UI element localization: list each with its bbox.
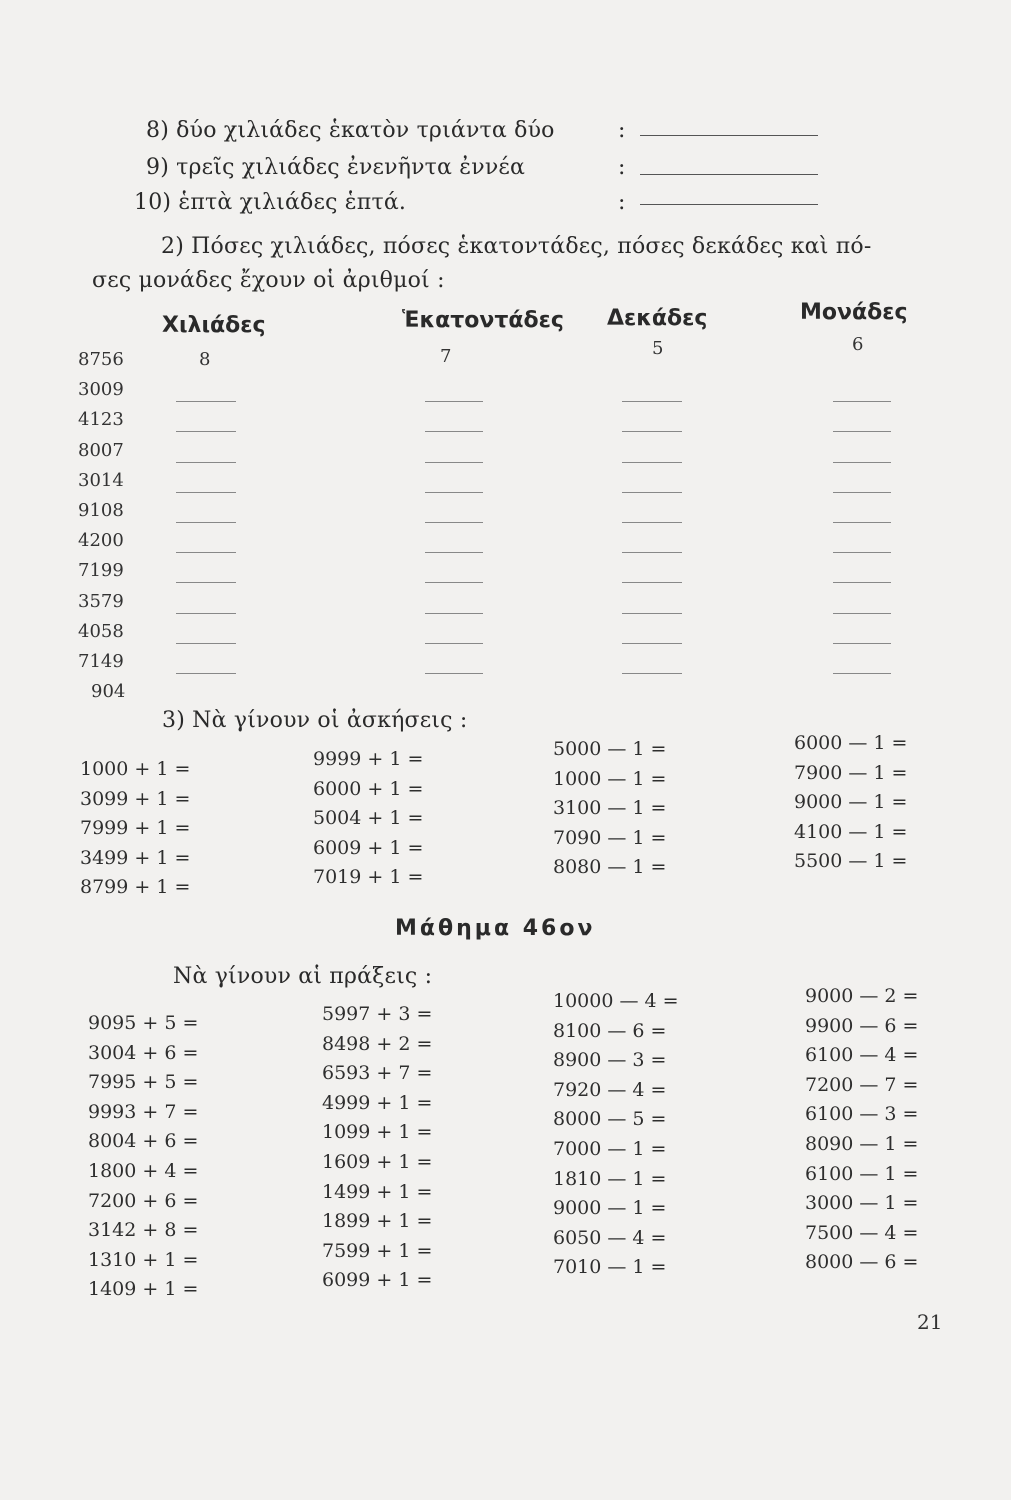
lesson-equation: 1899 + 1 = (322, 1210, 433, 1232)
example-digit-thousands: 8 (199, 349, 211, 370)
answer-blank (176, 552, 236, 553)
table-row-number: 8756 (78, 349, 124, 370)
table-row-number: 4200 (78, 530, 124, 551)
answer-blank (833, 582, 891, 583)
lesson-equation: 8498 + 2 = (322, 1033, 433, 1055)
header-tens: Δεκάδες (607, 306, 708, 331)
answer-blank (833, 643, 891, 644)
lesson-equation: 1310 + 1 = (88, 1249, 199, 1271)
answer-blank (833, 522, 891, 523)
item-8-colon: : (618, 118, 626, 143)
answer-blank (622, 522, 682, 523)
item-10-colon: : (618, 190, 626, 215)
answer-blank (833, 431, 891, 432)
lesson-equation: 6100 — 3 = (805, 1103, 919, 1125)
lesson-equation: 7920 — 4 = (553, 1079, 667, 1101)
lesson-equation: 6100 — 4 = (805, 1044, 919, 1066)
exercise-equation: 7019 + 1 = (313, 866, 424, 888)
lesson-equation: 6593 + 7 = (322, 1062, 433, 1084)
header-hundreds: Ἑκατοντάδες (402, 308, 564, 333)
header-units: Μονάδες (800, 300, 908, 325)
lesson-equation: 8004 + 6 = (88, 1130, 199, 1152)
exercise-equation: 1000 + 1 = (80, 758, 191, 780)
lesson-equation: 9993 + 7 = (88, 1101, 199, 1123)
lesson-equation: 1099 + 1 = (322, 1121, 433, 1143)
exercise-equation: 8080 — 1 = (553, 856, 667, 878)
lesson-equation: 8090 — 1 = (805, 1133, 919, 1155)
lesson-equation: 6100 — 1 = (805, 1163, 919, 1185)
answer-blank (176, 643, 236, 644)
answer-blank (425, 613, 483, 614)
lesson-equation: 1800 + 4 = (88, 1160, 199, 1182)
answer-blank (622, 552, 682, 553)
exercise-equation: 7999 + 1 = (80, 817, 191, 839)
lesson-equation: 9000 — 1 = (553, 1197, 667, 1219)
lesson-equation: 9095 + 5 = (88, 1012, 199, 1034)
answer-blank (176, 673, 236, 674)
lesson-title: Μάθημα 46ον (395, 916, 596, 941)
page-number: 21 (917, 1310, 943, 1334)
answer-blank (176, 492, 236, 493)
lesson-equation: 4999 + 1 = (322, 1092, 433, 1114)
answer-blank (425, 431, 483, 432)
section2-instruction-line2: σες μονάδες ἔχουν οἱ ἀριθμοί : (92, 268, 445, 293)
item-8-answer-line (640, 135, 818, 136)
answer-blank (833, 401, 891, 402)
lesson-equation: 8000 — 5 = (553, 1108, 667, 1130)
exercise-equation: 1000 — 1 = (553, 768, 667, 790)
lesson-equation: 10000 — 4 = (553, 990, 679, 1012)
answer-blank (833, 552, 891, 553)
table-row-number: 4123 (78, 409, 124, 430)
exercise-equation: 6009 + 1 = (313, 837, 424, 859)
lesson-equation: 7599 + 1 = (322, 1240, 433, 1262)
exercise-equation: 9999 + 1 = (313, 748, 424, 770)
example-digit-units: 6 (852, 334, 864, 355)
table-row-number: 7199 (78, 560, 124, 581)
table-row-number: 7149 (78, 651, 124, 672)
answer-blank (425, 401, 483, 402)
answer-blank (622, 613, 682, 614)
exercise-equation: 6000 + 1 = (313, 778, 424, 800)
answer-blank (622, 431, 682, 432)
item-9-answer-line (640, 174, 818, 175)
lesson-equation: 7200 — 7 = (805, 1074, 919, 1096)
answer-blank (425, 643, 483, 644)
answer-blank (176, 613, 236, 614)
lesson-equation: 1409 + 1 = (88, 1278, 199, 1300)
lesson-equation: 7000 — 1 = (553, 1138, 667, 1160)
exercise-equation: 5000 — 1 = (553, 738, 667, 760)
answer-blank (176, 401, 236, 402)
header-thousands: Χιλιάδες (162, 313, 266, 338)
lesson-equation: 9000 — 2 = (805, 985, 919, 1007)
table-row-number: 904 (91, 681, 126, 702)
example-digit-tens: 5 (652, 338, 664, 359)
answer-blank (425, 462, 483, 463)
lesson-equation: 1609 + 1 = (322, 1151, 433, 1173)
lesson-equation: 7500 — 4 = (805, 1222, 919, 1244)
lesson-equation: 8000 — 6 = (805, 1251, 919, 1273)
answer-blank (622, 673, 682, 674)
answer-blank (425, 582, 483, 583)
exercise-equation: 7090 — 1 = (553, 827, 667, 849)
answer-blank (833, 613, 891, 614)
answer-blank (176, 522, 236, 523)
answer-blank (176, 462, 236, 463)
lesson-equation: 3142 + 8 = (88, 1219, 199, 1241)
lesson-instruction: Νὰ γίνουν αἱ πράξεις : (173, 964, 433, 989)
table-row-number: 4058 (78, 621, 124, 642)
lesson-equation: 8100 — 6 = (553, 1020, 667, 1042)
exercise-equation: 5500 — 1 = (794, 850, 908, 872)
lesson-equation: 9900 — 6 = (805, 1015, 919, 1037)
lesson-equation: 3000 — 1 = (805, 1192, 919, 1214)
item-10-answer-line (640, 204, 818, 205)
example-digit-hundreds: 7 (440, 346, 452, 367)
answer-blank (425, 552, 483, 553)
exercise-equation: 3499 + 1 = (80, 847, 191, 869)
lesson-equation: 1499 + 1 = (322, 1181, 433, 1203)
exercise-equation: 5004 + 1 = (313, 807, 424, 829)
exercise-equation: 4100 — 1 = (794, 821, 908, 843)
exercise-equation: 8799 + 1 = (80, 876, 191, 898)
table-row-number: 3579 (78, 591, 124, 612)
item-9-colon: : (618, 155, 626, 180)
answer-blank (622, 492, 682, 493)
answer-blank (425, 492, 483, 493)
item-9-text: 9) τρεῖς χιλιάδες ἐνενῆντα ἐννέα (146, 155, 526, 180)
answer-blank (622, 582, 682, 583)
table-row-number: 3014 (78, 470, 124, 491)
answer-blank (176, 582, 236, 583)
section2-instruction-line1: 2) Πόσες χιλιάδες, πόσες ἑκατοντάδες, πόσες δεκάδες καὶ πό- (161, 234, 872, 259)
item-8-text: 8) δύο χιλιάδες ἑκατὸν τριάντα δύο (146, 118, 555, 143)
exercise-equation: 3100 — 1 = (553, 797, 667, 819)
answer-blank (833, 492, 891, 493)
lesson-equation: 7010 — 1 = (553, 1256, 667, 1278)
lesson-equation: 6099 + 1 = (322, 1269, 433, 1291)
item-10-text: 10) ἑπτὰ χιλιάδες ἑπτά. (134, 190, 407, 215)
answer-blank (622, 401, 682, 402)
exercise-equation: 3099 + 1 = (80, 788, 191, 810)
answer-blank (176, 431, 236, 432)
answer-blank (622, 643, 682, 644)
answer-blank (833, 462, 891, 463)
answer-blank (833, 673, 891, 674)
lesson-equation: 6050 — 4 = (553, 1227, 667, 1249)
lesson-equation: 7995 + 5 = (88, 1071, 199, 1093)
table-row-number: 9108 (78, 500, 124, 521)
table-row-number: 8007 (78, 440, 124, 461)
answer-blank (425, 673, 483, 674)
lesson-equation: 1810 — 1 = (553, 1168, 667, 1190)
lesson-equation: 3004 + 6 = (88, 1042, 199, 1064)
exercise-equation: 7900 — 1 = (794, 762, 908, 784)
answer-blank (622, 462, 682, 463)
exercise-equation: 6000 — 1 = (794, 732, 908, 754)
section3-instruction: 3) Νὰ γίνουν οἱ ἀσκήσεις : (162, 708, 468, 733)
lesson-equation: 7200 + 6 = (88, 1190, 199, 1212)
lesson-equation: 5997 + 3 = (322, 1003, 433, 1025)
table-row-number: 3009 (78, 379, 124, 400)
lesson-equation: 8900 — 3 = (553, 1049, 667, 1071)
exercise-equation: 9000 — 1 = (794, 791, 908, 813)
answer-blank (425, 522, 483, 523)
